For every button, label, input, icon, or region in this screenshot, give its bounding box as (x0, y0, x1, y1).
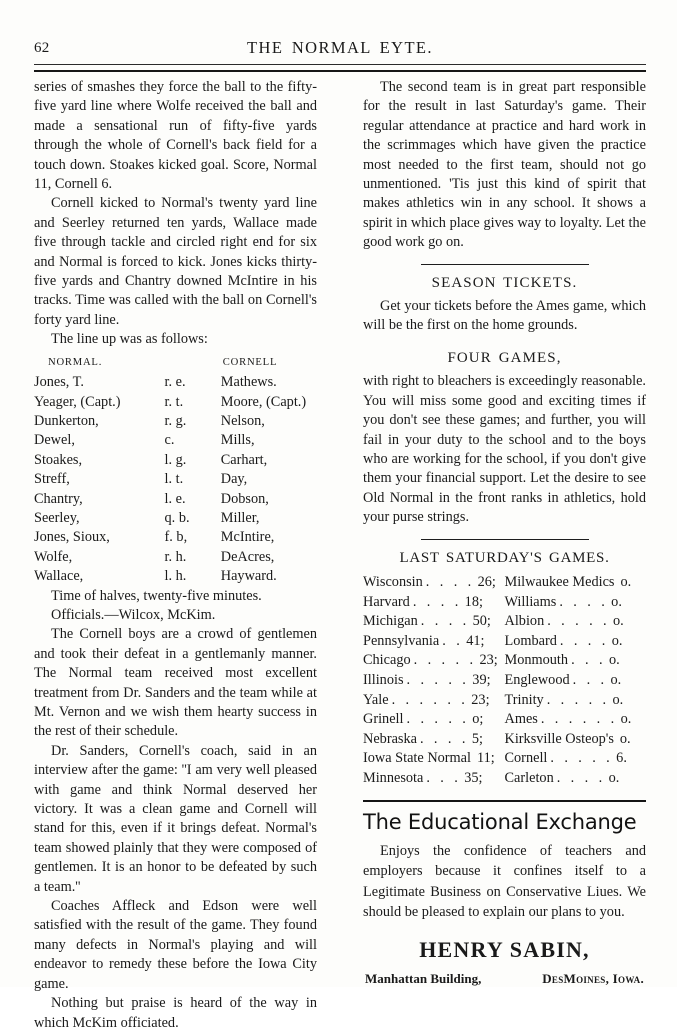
lineup-away-header: CORNELL (222, 356, 278, 368)
leader-dots: . . . . . . (540, 711, 618, 728)
opponent-score: 6. (616, 750, 627, 767)
table-row (363, 749, 646, 769)
home-player: Seerley, (34, 509, 80, 526)
team-name: Minnesota (363, 769, 424, 786)
advertisement-body: Enjoys the confidence of teachers and employers because it confines itself to a Legitimate Business on Conservative Liues. We should be pleased to explain our plans to you. (363, 842, 646, 921)
table-row (363, 632, 646, 652)
leader-dots: . . . . (419, 730, 469, 747)
away-player: Miller, (220, 509, 260, 526)
position: r. t. (164, 393, 184, 410)
position: f. b, (164, 529, 188, 546)
table-row (34, 451, 317, 470)
leader-dots: . . . . . (550, 750, 614, 767)
team-score: 41; (466, 632, 485, 649)
opponent-name: Carleton (504, 769, 554, 786)
left-column (34, 78, 317, 1033)
score-entry-home (363, 691, 505, 711)
team-name: Illinois (363, 671, 404, 688)
opponent-name: Ames (504, 711, 538, 728)
table-row (363, 651, 646, 671)
team-score: 5; (471, 730, 483, 747)
table-row (363, 769, 646, 789)
note-officials: Officials.—Wilcox, McKim. (51, 606, 216, 623)
opponent-name: Lombard (504, 632, 557, 649)
paragraph: The line up was as follows: (51, 331, 208, 348)
lineup-position-header (159, 353, 221, 373)
paragraph: series of smashes they force the ball to the fifty-five yard line where Wolfe received the ball and made a sensational run of fifty-five yards through the whole of Cornell's back field for a touch down. Stoakes kicked goal. Score, Normal 11, Cornell 6. (34, 79, 317, 193)
advertiser-address (363, 969, 646, 988)
score-entry-away (505, 671, 647, 691)
opponent-name: Kirksville Osteop's (504, 730, 614, 747)
score-entry-home (363, 730, 505, 750)
section-heading-last-saturdays-games: LAST SATURDAY'S GAMES. (399, 549, 610, 566)
home-player: Wallace, (34, 568, 84, 585)
away-player: Hayward. (220, 568, 277, 585)
team-score: 18; (464, 593, 483, 610)
table-row (34, 567, 317, 586)
leader-dots: . . . . (559, 632, 609, 649)
opponent-score: o. (611, 593, 622, 610)
position: r. g. (164, 412, 187, 429)
lineup-home-header: NORMAL. (48, 356, 103, 368)
team-name: Grinell (363, 711, 404, 728)
home-player: Wolfe, (34, 548, 73, 565)
leader-dots: . . . . . (413, 652, 477, 669)
section-divider (421, 539, 589, 540)
team-score: 26; (477, 573, 496, 590)
away-player: Nelson, (220, 412, 265, 429)
opponent-name: Englewood (504, 671, 570, 688)
table-row (34, 509, 317, 528)
table-row (34, 548, 317, 567)
table-row (34, 470, 317, 489)
leader-dots: . . . (571, 652, 606, 669)
lineup-header-row (34, 353, 317, 373)
home-player: Jones, Sioux, (34, 529, 110, 546)
paragraph: Get your tickets before the Ames game, which will be the first on the home grounds. (363, 298, 646, 334)
score-entry-away (505, 573, 647, 593)
team-name: Iowa State Normal (363, 750, 471, 767)
paragraph: Dr. Sanders, Cornell's coach, said in an interview after the game: ''I am very well pleased with game and think Normal deserved her victory. It was a clean game and Cornell will stand for this, even if it brings defeat. Normal's team showed plainly that they were composed of gentlemen. It is an honor to be defeated by such a team.'' (34, 742, 317, 895)
running-head (34, 38, 646, 60)
home-player: Chantry, (34, 490, 83, 507)
leader-dots: . . . . (559, 593, 609, 610)
team-score: o; (472, 711, 484, 728)
team-score: 11; (477, 750, 495, 767)
opponent-name: Trinity (504, 691, 544, 708)
paragraph: with right to bleachers is exceedingly reasonable. You will miss some good and exciting times if you don't see these games; and further, you will fail in your duty to the school and to the boys who are working for the school, if you don't give them your financial support. Let the desire to see Old Normal in the front ranks in athletics, hold your purse strings. (363, 373, 646, 526)
home-player: Streff, (34, 471, 70, 488)
position: l. g. (164, 451, 187, 468)
table-row (34, 431, 317, 450)
opponent-score: o. (619, 730, 631, 747)
position: q. b. (164, 509, 190, 526)
position: c. (164, 432, 175, 449)
score-entry-away (505, 749, 647, 769)
leader-dots: . . . (572, 671, 608, 688)
advertisement (363, 810, 646, 988)
score-entry-home (363, 573, 505, 593)
team-name: Yale (363, 691, 389, 708)
score-entry-home (363, 769, 505, 789)
score-entry-home (363, 651, 505, 671)
position: l. t. (164, 471, 184, 488)
opponent-name: Albion (504, 613, 545, 630)
table-row (34, 373, 317, 392)
right-column (363, 78, 646, 988)
score-entry-away (505, 730, 647, 750)
paragraph: The second team is in great part responsible for the result in last Saturday's game. Their regular attendance at practice and hard work in the scrimmages which have given the practice most needed to the first team, should not go unmentioned. 'Tis just this kind of spirit that makes athletics win in any school. It shows a spirit in which place gives way to loyalty. Let the good work go on. (363, 79, 646, 251)
score-entry-away (505, 593, 647, 613)
score-entry-away (505, 651, 647, 671)
score-entry-away (505, 769, 647, 789)
table-row (34, 412, 317, 431)
table-row (363, 593, 646, 613)
score-entry-home (363, 749, 505, 769)
position: r. h. (164, 548, 187, 565)
away-player: Mills, (220, 432, 255, 449)
opponent-name: Williams (504, 593, 557, 610)
leader-dots: . . . (426, 769, 462, 786)
table-row (34, 528, 317, 547)
opponent-score: o. (620, 573, 632, 590)
leader-dots: . . . . (420, 613, 470, 630)
advertisement-title: The Educational Exchange (363, 810, 637, 835)
team-name: Wisconsin (363, 573, 423, 590)
opponent-score: o. (608, 769, 620, 786)
opponent-name: Milwaukee Medics (504, 573, 615, 590)
away-player: Dobson, (220, 490, 269, 507)
advertiser-name: HENRY SABIN, (419, 936, 590, 962)
leader-dots: . . . . (556, 769, 606, 786)
advertiser-address-building: Manhattan Building, (365, 970, 482, 986)
team-name: Pennsylvania (363, 632, 440, 649)
leader-dots: . . . . . (546, 691, 610, 708)
section-divider (421, 264, 589, 265)
table-row (34, 393, 317, 412)
team-name: Nebraska (363, 730, 417, 747)
opponent-score: o. (612, 691, 624, 708)
score-entry-home (363, 612, 505, 632)
opponent-score: o. (620, 711, 632, 728)
away-player: Mathews. (220, 374, 277, 391)
leader-dots: . . . . . . (391, 691, 469, 708)
team-score: 50; (472, 613, 491, 630)
team-score: 23; (471, 691, 490, 708)
opponent-name: Monmouth (504, 652, 569, 669)
position: l. e. (164, 490, 186, 507)
opponent-score: o. (610, 671, 622, 688)
away-player: McIntire, (220, 529, 275, 546)
header-rule (34, 64, 646, 72)
paragraph: The Cornell boys are a crowd of gentlemen and took their defeat in a gentlemanly manner. The Normal team received most excellent treatment from Dr. Sanders and the team while at Mt. Vernon and we wish them hearty success in the rest of their schedule. (34, 626, 317, 740)
team-score: 39; (472, 671, 491, 688)
scores-table (363, 573, 646, 789)
position: l. h. (164, 568, 187, 585)
leader-dots: . . . . (412, 593, 462, 610)
table-row (363, 671, 646, 691)
paragraph: Nothing but praise is heard of the way in which McKim officiated. (34, 995, 317, 1031)
score-entry-home (363, 632, 505, 652)
journal-title: THE NORMAL EYTE. (247, 38, 433, 57)
leader-dots: . . . . . (547, 613, 610, 630)
table-row (363, 691, 646, 711)
score-entry-away (505, 691, 647, 711)
score-entry-away (505, 612, 647, 632)
leader-dots: . . . . (425, 573, 475, 590)
away-player: Moore, (Capt.) (220, 393, 307, 410)
team-name: Chicago (363, 652, 411, 669)
leader-dots: . . . . . (406, 711, 470, 728)
home-player: Dunkerton, (34, 412, 99, 429)
away-player: DeAcres, (220, 548, 275, 565)
table-row (363, 573, 646, 593)
home-player: Dewel, (34, 432, 75, 449)
advertiser-address-city: DesMoines, Iowa. (542, 970, 644, 986)
score-entry-away (505, 632, 647, 652)
away-player: Carhart, (220, 451, 268, 468)
home-player: Stoakes, (34, 451, 83, 468)
score-entry-away (505, 710, 647, 730)
leader-dots: . . (442, 632, 464, 649)
team-name: Harvard (363, 593, 410, 610)
score-entry-home (363, 710, 505, 730)
away-player: Day, (220, 471, 248, 488)
note-time-of-halves: Time of halves, twenty-five minutes. (51, 587, 262, 604)
page-number: 62 (34, 40, 50, 56)
position: r. e. (164, 374, 186, 391)
advertisement-divider (363, 800, 646, 802)
table-row (363, 710, 646, 730)
team-score: 23; (479, 652, 498, 669)
opponent-name: Cornell (504, 750, 548, 767)
opponent-score: o. (613, 613, 624, 630)
opponent-score: o. (608, 652, 620, 669)
section-subheading-four-games: FOUR GAMES, (447, 349, 562, 366)
team-name: Michigan (363, 613, 418, 630)
score-entry-home (363, 593, 505, 613)
table-row (363, 612, 646, 632)
table-row (363, 730, 646, 750)
home-player: Yeager, (Capt.) (34, 393, 121, 410)
section-heading-season-tickets: SEASON TICKETS. (431, 274, 578, 291)
lineup-table (34, 353, 317, 587)
paragraph: Cornell kicked to Normal's twenty yard line and Seerley returned ten yards, Wallace made five through tackle and circled right end for six and Normal is forced to kick. Jones kicks thirty-five yards and Chantry downed McIntire in his tracks. Time was called with the ball on Cornell's forty yard line. (34, 195, 317, 328)
team-score: 35; (464, 769, 483, 786)
score-entry-home (363, 671, 505, 691)
leader-dots: . . . . . (406, 671, 470, 688)
table-row (34, 490, 317, 509)
paragraph: Coaches Affleck and Edson were well satisfied with the result of the game. They found many defects in Normal's playing and will endeavor to remedy these before the Iowa City game. (34, 898, 317, 992)
home-player: Jones, T. (34, 374, 84, 391)
lineup-body (34, 373, 317, 586)
opponent-score: o. (611, 632, 623, 649)
